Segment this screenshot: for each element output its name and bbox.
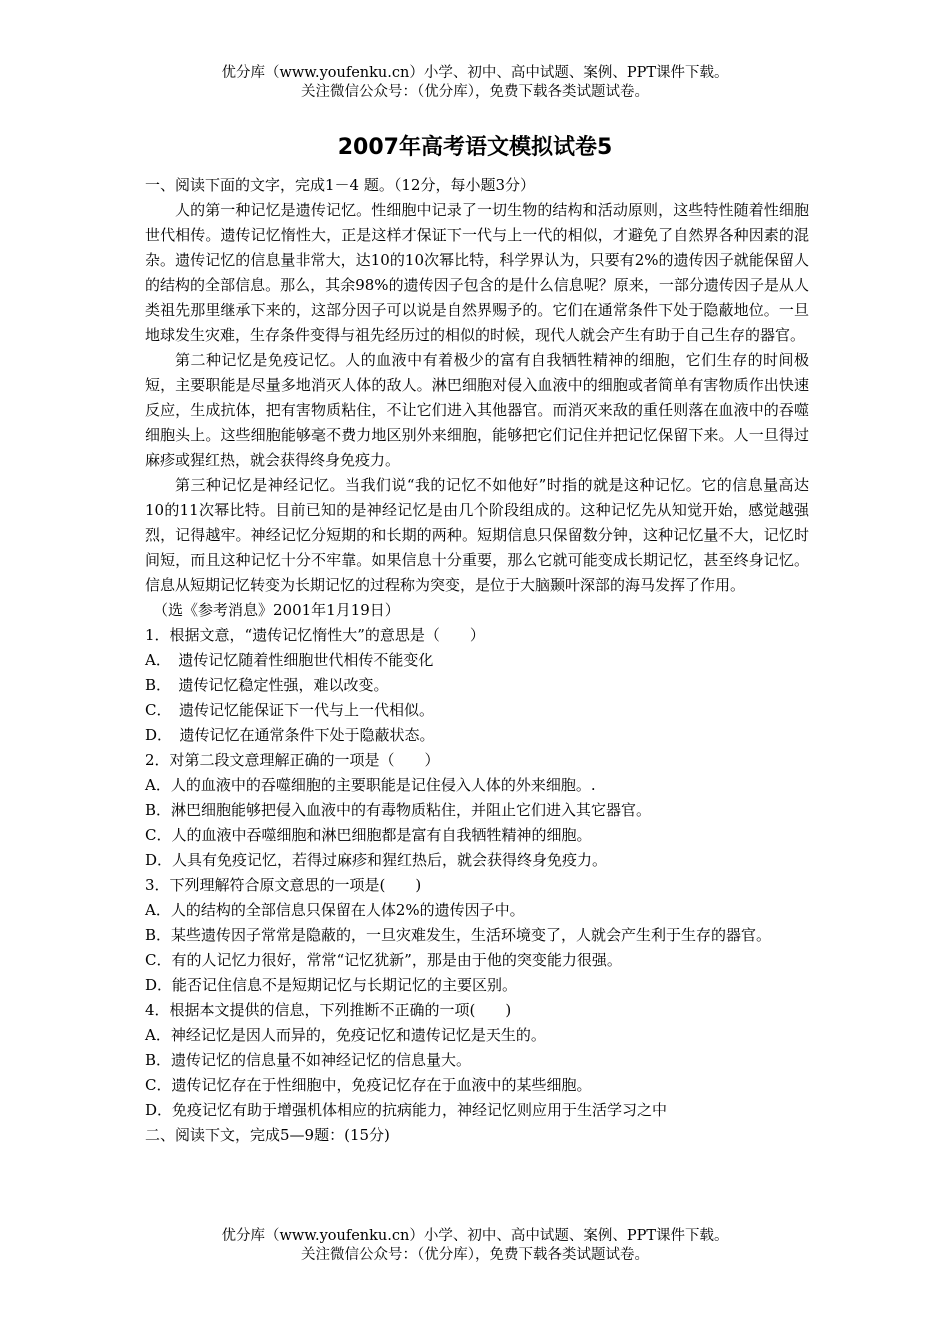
question-2-option-c: C．人的血液中吞噬细胞和淋巴细胞都是富有自我牺牲精神的细胞。 [145, 826, 592, 844]
passage-paragraph-2: 第二种记忆是免疫记忆。人的血液中有着极少的富有自我牺牲精神的细胞，它们生存的时间极短，主要职能是尽量多地消灭人体的敌人。淋巴细胞对侵入血液中的细胞或者简单有害物质作出快速反应，生成抗体，把有害物质粘住，不让它们进入其他器官。而消灭来敌的重任则落在血液中的吞噬细胞头上。这些细胞能够毫不费力地区别外来细胞，能够把它们记住并把记忆保留下来。人一旦得过麻疹或猩红热，就会获得终身免疫力。 [145, 351, 809, 469]
question-2-option-a: A．人的血液中的吞噬细胞的主要职能是记住侵入人体的外来细胞。. [145, 776, 596, 794]
question-3-option-d: D．能否记住信息不是短期记忆与长期记忆的主要区别。 [145, 976, 518, 994]
passage-source: （选《参考消息》2001年1月19日） [153, 601, 400, 619]
question-3-option-b: B．某些遗传因子常常是隐蔽的，一旦灾难发生，生活环境变了，人就会产生利于生存的器官。 [145, 926, 772, 944]
footer-line-1: 优分库（www.youfenku.cn）小学、初中、高中试题、案例、PPT课件下载。 [221, 1228, 729, 1244]
question-4-option-d: D．免疫记忆有助于增强机体相应的抗病能力，神经记忆则应用于生活学习之中 [145, 1101, 668, 1119]
question-3-stem: 3．下列理解符合原文意思的一项是( ) [145, 876, 422, 894]
document-body [145, 173, 809, 1148]
footer-line-2: 关注微信公众号：（优分库），免费下载各类试题试卷。 [301, 1247, 649, 1263]
question-1-option-c: C． 遗传记忆能保证下一代与上一代相似。 [145, 701, 434, 719]
question-1-option-b: B． 遗传记忆稳定性强，难以改变。 [145, 676, 389, 694]
question-3-option-a: A．人的结构的全部信息只保留在人体2%的遗传因子中。 [145, 901, 525, 919]
page-header [0, 64, 950, 102]
question-4-option-a: A．神经记忆是因人而异的，免疫记忆和遗传记忆是天生的。 [145, 1026, 546, 1044]
page-footer [0, 1227, 950, 1265]
page-title: 2007年高考语文模拟试卷5 [337, 135, 613, 160]
passage-paragraph-1: 人的第一种记忆是遗传记忆。性细胞中记录了一切生物的结构和活动原则，这些特性随着性细胞世代相传。遗传记忆惰性大，正是这样才保证下一代与上一代的相似，才避免了自然界各种因素的混杂。遗传记忆的信息量非常大，达10的10次幂比特，科学界认为，只要有2%的遗传因子就能保留人的结构的全部信息。那么，其余98%的遗传因子包含的是什么信息呢？原来，一部分遗传因子是从人类祖先那里继承下来的，这部分因子可以说是自然界赐予的。它们在通常条件下处于隐蔽地位。一旦地球发生灾难，生存条件变得与祖先经历过的相似的时候，现代人就会产生有助于自己生存的器官。 [145, 201, 809, 344]
header-line-1: 优分库（www.youfenku.cn）小学、初中、高中试题、案例、PPT课件下载。 [221, 65, 729, 81]
header-line-2: 关注微信公众号：（优分库），免费下载各类试题试卷。 [301, 84, 649, 100]
section-1-heading: 一、阅读下面的文字，完成1－4 题。（12分，每小题3分） [145, 176, 535, 194]
question-3-option-c: C．有的人记忆力很好，常常“记忆犹新”，那是由于他的突变能力很强。 [145, 951, 622, 969]
question-2-stem: 2．对第二段文意理解正确的一项是（ ） [145, 751, 440, 769]
section-2-heading: 二、阅读下文，完成5—9题：(15分) [145, 1126, 390, 1144]
question-4-stem: 4．根据本文提供的信息，下列推断不正确的一项( ) [145, 1001, 512, 1019]
question-4-option-c: C．遗传记忆存在于性细胞中，免疫记忆存在于血液中的某些细胞。 [145, 1076, 592, 1094]
question-4-option-b: B．遗传记忆的信息量不如神经记忆的信息量大。 [145, 1051, 472, 1069]
question-2-option-d: D．人具有免疫记忆，若得过麻疹和猩红热后，就会获得终身免疫力。 [145, 851, 608, 869]
passage-paragraph-3: 第三种记忆是神经记忆。当我们说“我的记忆不如他好”时指的就是这种记忆。它的信息量高达10的11次幂比特。目前已知的是神经记忆是由几个阶段组成的。这种记忆先从知觉开始，感觉越强烈，记得越牢。神经记忆分短期的和长期的两种。短期信息只保留数分钟，这种记忆量不大，记忆时间短，而且这种记忆十分不牢靠。如果信息十分重要，那么它就可能变成长期记忆，甚至终身记忆。信息从短期记忆转变为长期记忆的过程称为突变，是位于大脑颞叶深部的海马发挥了作用。 [145, 476, 809, 594]
question-1-stem: 1．根据文意，“遗传记忆惰性大”的意思是（ ） [145, 626, 485, 644]
question-1-option-d: D． 遗传记忆在通常条件下处于隐蔽状态。 [145, 726, 435, 744]
question-1-option-a: A． 遗传记忆随着性细胞世代相传不能变化 [145, 651, 434, 669]
question-2-option-b: B．淋巴细胞能够把侵入血液中的有毒物质粘住，并阻止它们进入其它器官。 [145, 801, 652, 819]
